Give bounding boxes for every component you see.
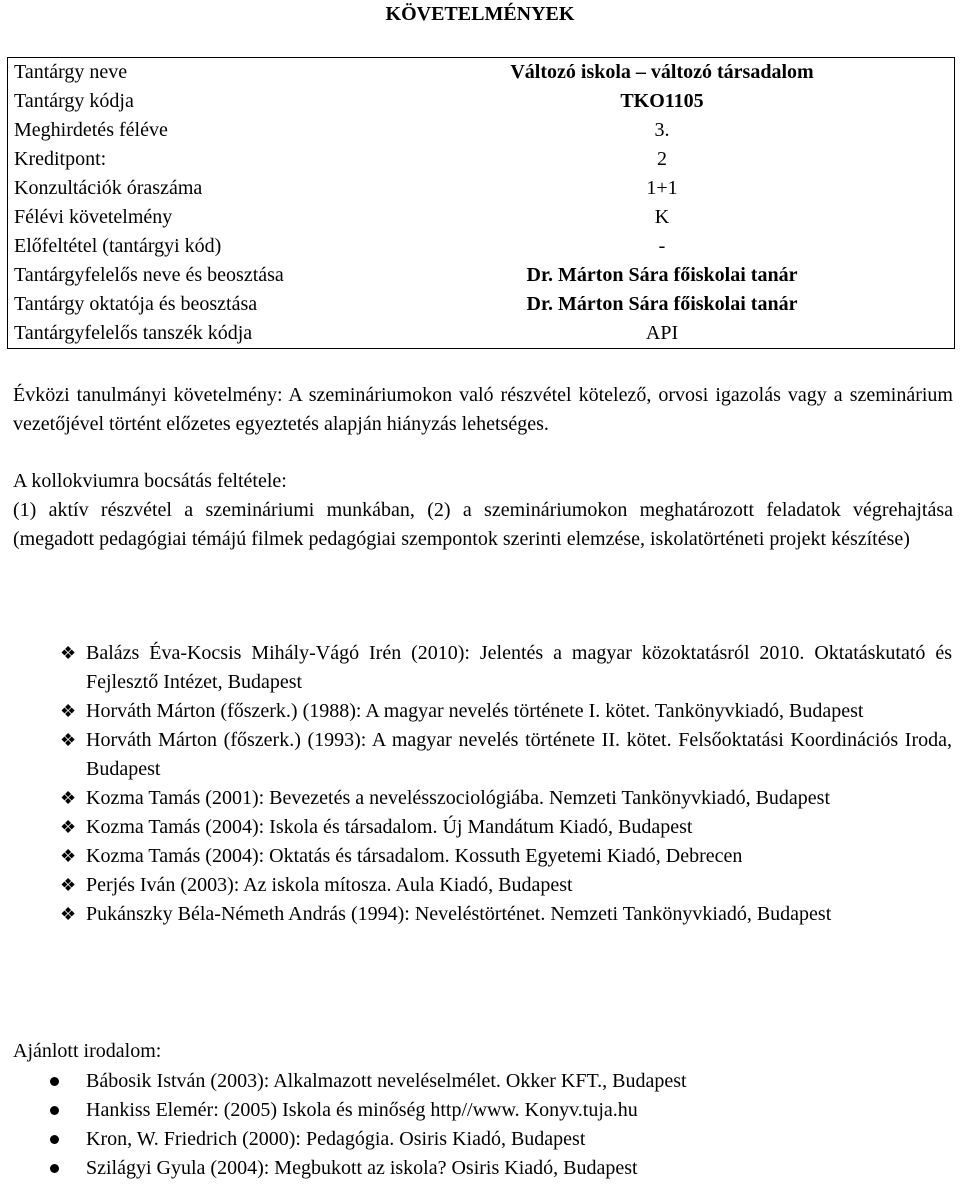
list-item (46, 1067, 687, 1096)
row-value: TKO1105 (620, 90, 704, 112)
table-row (8, 232, 955, 261)
diamond-star-icon: ❖ (60, 846, 77, 866)
list-item (46, 1096, 687, 1125)
filled-circle-icon (50, 1135, 59, 1144)
list-item-text: Kron, W. Friedrich (2000): Pedagógia. Osiris Kiadó, Budapest (86, 1128, 586, 1150)
list-item (60, 871, 952, 900)
requirements-table (7, 57, 955, 349)
list-item (60, 639, 952, 697)
diamond-star-icon: ❖ (60, 643, 77, 663)
filled-circle-icon (50, 1164, 59, 1173)
diamond-star-icon: ❖ (60, 904, 77, 924)
list-item-text: Kozma Tamás (2001): Bevezetés a neveléssz​ociológiába. Nemzeti Tankönyvkiadó, Budapest (86, 787, 831, 809)
row-label: Kreditpont: (14, 148, 107, 170)
list-item (60, 726, 952, 784)
table-row (8, 203, 955, 232)
row-value: Változó iskola – változó társadalom (510, 61, 814, 83)
row-value: 2 (657, 148, 667, 170)
diamond-star-icon: ❖ (60, 817, 77, 837)
list-item (60, 784, 952, 813)
table-row (8, 174, 955, 203)
table-row (8, 319, 955, 349)
list-item-text: Balázs Éva-Kocsis Mihály-Vágó Irén (2010): Jelentés a magyar közoktatásról 2010. Oktatáskutató és Fejlesztő Intézet, Budapest (86, 642, 952, 693)
colloquium-heading: A kollokviumra bocsátás feltétele: (13, 470, 287, 492)
list-item-text: Horváth Márton (főszerk.) (1993): A magyar nevelés története II. kötet. Felsőoktatási Koordinációs Iroda, Budapest (86, 729, 952, 780)
list-item (60, 697, 952, 726)
row-label: Előfeltétel (tantárgyi kód) (14, 235, 222, 257)
list-item (60, 900, 952, 929)
row-label: Félévi követelmény (14, 206, 173, 228)
row-value: - (658, 235, 666, 257)
row-value: Dr. Márton Sára főiskolai tanár (526, 293, 798, 315)
filled-circle-icon (50, 1077, 59, 1086)
row-value: 3. (654, 119, 670, 141)
diamond-star-icon: ❖ (60, 730, 77, 750)
row-value: K (654, 206, 670, 228)
list-item (46, 1125, 687, 1154)
list-item (46, 1154, 687, 1183)
colloquium-body: (1) aktív részvétel a szemináriumi munkában, (2) a szemináriumokon meghatározott feladatok végrehajtása (megadott pedagógiai témájú filmek pedagógiai szempontok szerinti elemzése, iskolatörténeti projekt készítése) (13, 499, 953, 550)
table-row (8, 290, 955, 319)
row-label: Tantárgy neve (14, 61, 128, 83)
row-value: 1+1 (646, 177, 678, 199)
list-item-text: Perjés Iván (2003): Az iskola mítosza. Aula Kiadó, Budapest (86, 874, 573, 896)
row-label: Tantárgyfelelős tanszék kódja (14, 322, 253, 344)
row-label: Tantárgy kódja (14, 90, 134, 112)
colloquium-conditions (13, 467, 953, 554)
table-row (8, 58, 955, 88)
list-item-text: Bábosik István (2003): Alkalmazott neveléselmélet. Okker KFT., Budapest (86, 1070, 687, 1092)
row-value: Dr. Márton Sára főiskolai tanár (526, 264, 798, 286)
table-row (8, 145, 955, 174)
row-label: Tantárgyfelelős neve és beosztása (14, 264, 284, 286)
list-item-text: Kozma Tamás (2004): Oktatás és társadalom. Kossuth Egyetemi Kiadó, Debrecen (86, 845, 743, 867)
table-row (8, 116, 955, 145)
list-item-text: Szilágyi Gyula (2004): Megbukott az iskola? Osiris Kiadó, Budapest (86, 1157, 638, 1179)
diamond-star-icon: ❖ (60, 875, 77, 895)
list-item (60, 813, 952, 842)
list-item-text: Horváth Márton (főszerk.) (1988): A magyar nevelés története I. kötet. Tankönyvkiadó, Budapest (86, 700, 864, 722)
required-literature-list (60, 639, 952, 929)
table-row (8, 261, 955, 290)
diamond-star-icon: ❖ (60, 788, 77, 808)
list-item (60, 842, 952, 871)
page-title: KÖVETELMÉNYEK (385, 3, 575, 25)
row-value: API (645, 322, 679, 344)
diamond-star-icon: ❖ (60, 701, 77, 721)
row-label: Meghirdetés féléve (14, 119, 168, 141)
filled-circle-icon (50, 1106, 59, 1115)
row-label: Tantárgy oktatója és beosztása (14, 293, 258, 315)
recommended-literature-list (46, 1067, 687, 1183)
table-row (8, 87, 955, 116)
midterm-requirement-paragraph: Évközi tanulmányi követelmény: A szemináriumokon való részvétel kötelező, orvosi igazolás vagy a szeminárium vezetőjével történt előzetes egyeztetés alapján hiányzás lehetséges. (13, 384, 953, 435)
list-item-text: Pukánszky Béla-Németh András (1994): Neveléstörténet. Nemzeti Tankönyvkiadó, Budapest (86, 903, 832, 925)
row-label: Konzultációk óraszáma (14, 177, 203, 199)
recommended-heading: Ajánlott irodalom: (13, 1040, 162, 1062)
list-item-text: Hankiss Elemér: (2005) Iskola és minőség http//www. Konyv.tuja.hu (86, 1099, 638, 1121)
list-item-text: Kozma Tamás (2004): Iskola és társadalom. Új Mandátum Kiadó, Budapest (86, 816, 693, 838)
